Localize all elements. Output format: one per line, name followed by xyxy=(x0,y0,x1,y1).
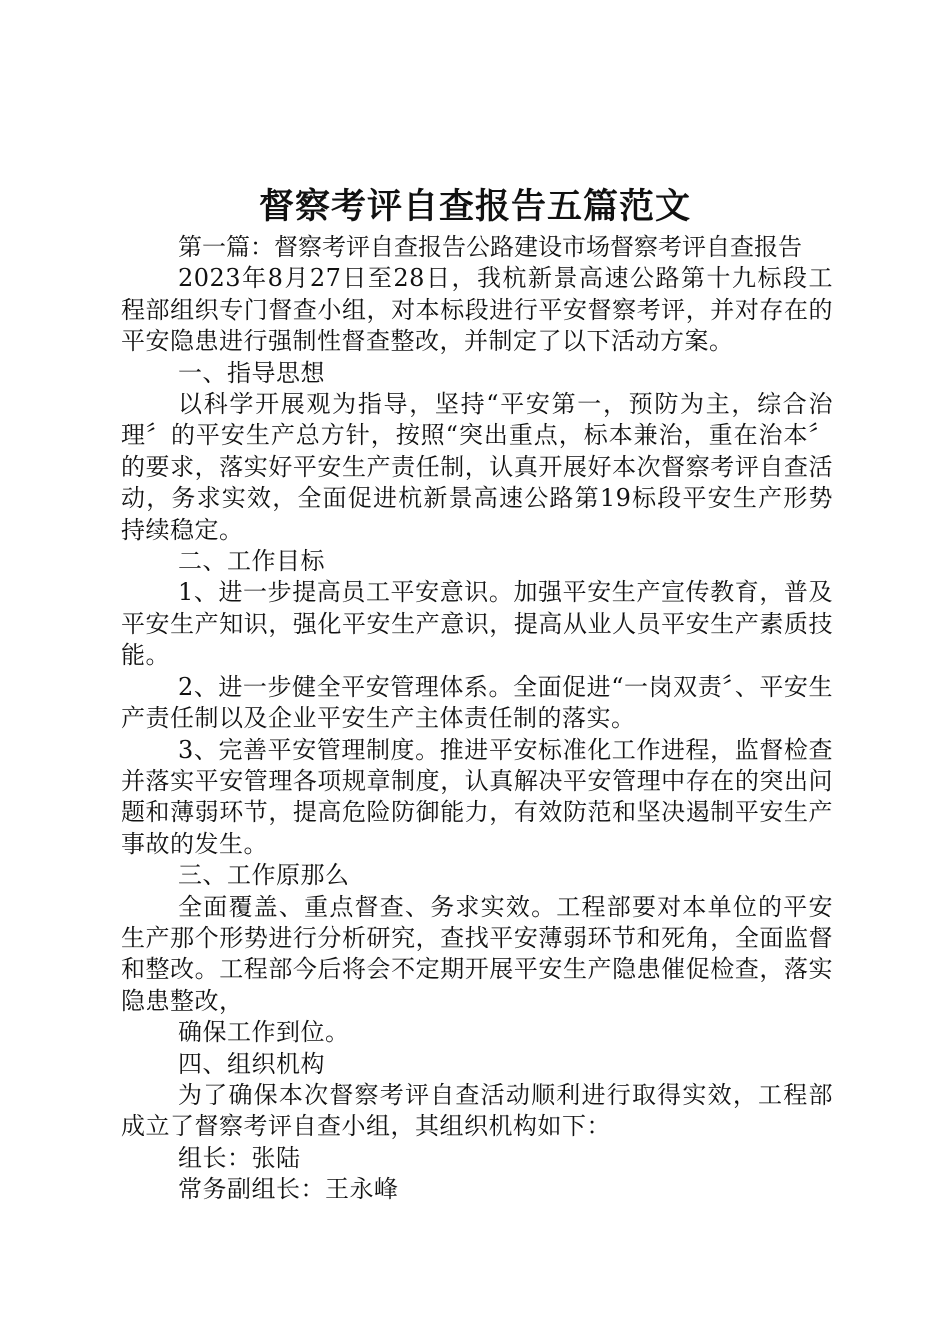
section-heading-work-goals: 二、工作目标 xyxy=(178,547,325,576)
section-heading-work-principles: 三、工作原那么 xyxy=(178,861,350,890)
paragraph-part-heading: 第一篇：督察考评自查报告公路建设市场督察考评自查报告 xyxy=(178,233,802,261)
paragraph-deputy-leader: 常务副组长：王永峰 xyxy=(178,1175,399,1204)
paragraph-intro: 2023年8月27日至28日，我杭新景高速公路第十九标段工程部组织专门督查小组，对本标段进行平安督察考评，并对存在的平安隐患进行强制性督查整改，并制定了以下活动方案。 xyxy=(121,264,833,356)
paragraph-goal-3: 3、完善平安管理制度。推进平安标准化工作进程，监督检查并落实平安管理各项规章制度，认真解决平安管理中存在的突出问题和薄弱环节，提高危险防御能力，有效防范和坚决遏制平安生产事故的发生。 xyxy=(121,735,833,858)
paragraph-goal-1: 1、进一步提高员工平安意识。加强平安生产宣传教育，普及平安生产知识，强化平安生产意识，提高从业人员平安生产素质技能。 xyxy=(121,578,833,670)
paragraph-ensure-work: 确保工作到位。 xyxy=(178,1018,350,1047)
document-title: 督察考评自查报告五篇范文 xyxy=(258,186,691,227)
document-body xyxy=(121,232,833,1206)
paragraph-work-principles: 全面覆盖、重点督查、务求实效。工程部要对本单位的平安生产那个形势进行分析研究，查找平安薄弱环节和死角，全面监督和整改。工程部今后将会不定期开展平安生产隐患催促检查，落实隐患整改， xyxy=(121,892,833,1015)
paragraph-goal-2: 2、进一步健全平安管理体系。全面促进“一岗双责〞、平安生产责任制以及企业平安生产主体责任制的落实。 xyxy=(121,672,833,733)
section-heading-organization: 四、组织机构 xyxy=(178,1049,325,1078)
paragraph-team-leader: 组长：张陆 xyxy=(178,1143,301,1172)
paragraph-guiding-thought: 以科学开展观为指导，坚持“平安第一，预防为主，综合治理〞的平安生产总方针，按照“突出重点，标本兼治，重在治本〞的要求，落实好平安生产责任制，认真开展好本次督察考评自查活动，务求实效，全面促进杭新景高速公路第19标段平安生产形势持续稳定。 xyxy=(121,390,833,544)
section-heading-guiding-thought: 一、指导思想 xyxy=(178,358,325,387)
paragraph-organization: 为了确保本次督察考评自查活动顺利进行取得实效，工程部成立了督察考评自查小组，其组织机构如下： xyxy=(121,1080,833,1141)
